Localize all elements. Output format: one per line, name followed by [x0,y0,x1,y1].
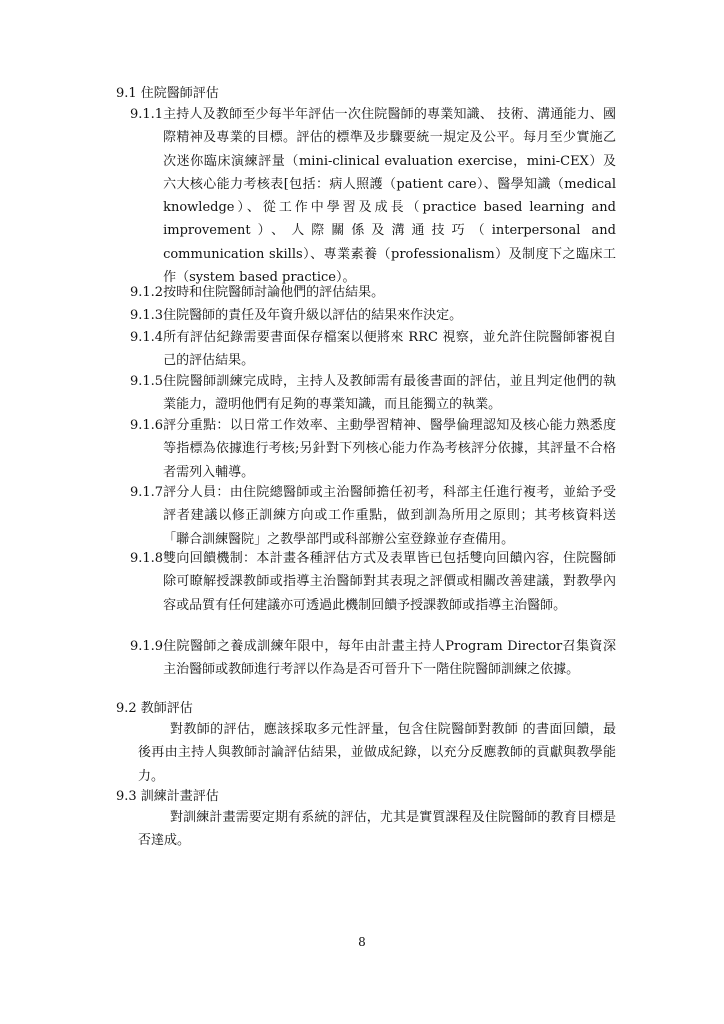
item-9-1-3 [130,304,616,327]
item-9-1-6 [130,414,616,484]
item-9-1-9 [130,635,616,682]
item-text: 主持人及教師至少每半年評估一次住院醫師的專業知識、 技術、溝通能力、國際精神及專業的目標。評估的標準及步驟要統一規定及公平。每月至少實施乙次迷你臨床演練評量（mini-clinical evaluation exercise，mini-CEX）及六大核心能力考核表[包括：病人照護（patient care）、醫學知識（medical knowledge）、從工作中學習及成長（practice based learning and improvement）、人際關係及溝通技巧（interpersonal and communication skills）、專業素養（professionalism）及制度下之臨床工作（system based practice）。 [163,107,616,286]
item-number: 9.1.1 [130,107,164,122]
item-text: 住院醫師之養成訓練年限中，每年由計畫主持人Program Director召集資深主治醫師或教師進行考評以作為是否可晉升下一階住院醫師訓練之依據。 [163,639,616,678]
item-number: 9.1.2 [130,285,164,300]
item-text: 評分重點：以日常工作效率、主動學習精神、醫學倫理認知及核心能力熟悉度等指標為依據進行考核;另針對下列核心能力作為考核評分依據，其評量不合格者需列入輔導。 [163,418,616,480]
item-text: 住院醫師訓練完成時，主持人及教師需有最後書面的評估，並且判定他們的執業能力，證明他們有足夠的專業知識，而且能獨立的執業。 [163,374,616,413]
item-9-1-8 [130,547,616,617]
item-9-1-5 [130,370,616,417]
item-number: 9.1.3 [130,308,164,323]
section-heading-9-2: 9.2 教師評估 [116,701,193,716]
item-number: 9.1.6 [130,418,164,433]
item-text: 所有評估紀錄需要書面保存檔案以便將來 RRC 視察，並允許住院醫師審視自己的評估結果。 [163,330,616,369]
paragraph-teacher-evaluation: 對教師的評估，應該採取多元性評量，包含住院醫師對教師 的書面回饋，最後再由主持人與教師討論評估結果，並做成紀錄，以充分反應教師的貢獻與教學能力。 [138,722,616,784]
item-number: 9.1.7 [130,485,164,500]
section-heading-9-3: 9.3 訓練計畫評估 [116,789,219,804]
item-number: 9.1.9 [130,639,164,654]
item-9-1-4 [130,326,616,373]
item-9-1-2 [130,281,616,304]
item-9-1-7 [130,481,616,551]
section-heading-9-1: 9.1 住院醫師評估 [116,86,219,101]
item-number: 9.1.5 [130,374,164,389]
item-text: 住院醫師的責任及年資升級以評估的結果來作決定。 [163,308,463,323]
item-text: 評分人員：由住院總醫師或主治醫師擔任初考，科部主任進行複考，並給予受評者建議以修正訓練方向或工作重點，做到訓為所用之原則；其考核資料送「聯合訓練醫院」之教學部門或科部辦公室登錄並存查備用。 [163,485,616,547]
item-number: 9.1.4 [130,330,164,345]
item-text: 按時和住院醫師討論他們的評估結果。 [163,285,385,300]
item-9-1-1 [130,103,616,289]
paragraph-program-evaluation: 對訓練計畫需要定期有系統的評估，尤其是實質課程及住院醫師的教育目標是否達成。 [138,810,616,849]
item-text: 雙向回饋機制：本計畫各種評估方式及表單皆已包括雙向回饋內容，住院醫師除可瞭解授課教師或指導主治醫師對其表現之評價或相關改善建議，對教學內容或品質有任何建議亦可透過此機制回饋予授課教師或指導主治醫師。 [163,551,616,613]
item-number: 9.1.8 [130,551,164,566]
page-number: 8 [358,935,366,949]
